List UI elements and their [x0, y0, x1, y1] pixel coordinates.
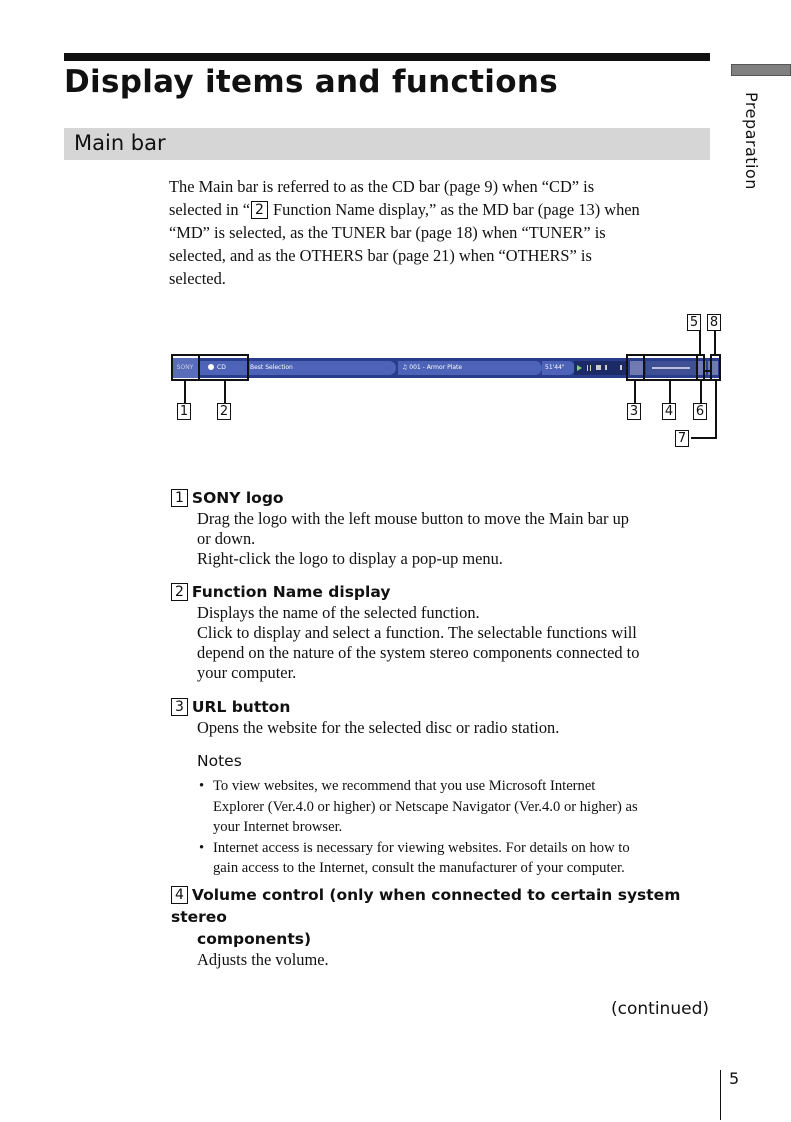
callout-number: 5	[687, 314, 701, 331]
transport-buttons	[574, 361, 626, 375]
item-volume-control	[171, 884, 716, 970]
number-box: 2	[251, 201, 268, 219]
sony-logo: SONY	[172, 358, 198, 378]
note-line: Explorer (Ver.4.0 or higher) or Netscape Navigator (Ver.4.0 or higher) as	[213, 798, 638, 815]
note-line: your Internet browser.	[213, 819, 343, 835]
play-icon	[577, 365, 582, 371]
item-line: Right-click the logo to display a pop-up menu.	[197, 549, 503, 568]
leader-line	[634, 381, 636, 403]
page-number-rule	[720, 1070, 721, 1120]
leader-line	[691, 437, 717, 439]
item-line: or down.	[197, 529, 256, 548]
number-box: 3	[171, 698, 188, 716]
intro-line: The Main bar is referred to as the CD bar (page 9) when “CD” is	[169, 177, 595, 196]
item-url-button	[171, 696, 716, 738]
note-item	[197, 776, 697, 838]
number-box: 4	[171, 886, 188, 904]
item-line: your computer.	[197, 663, 297, 682]
item-description	[197, 509, 716, 569]
note-line: Internet access is necessary for viewing websites. For details on how to	[213, 839, 630, 856]
callout-box-1	[171, 354, 200, 381]
callout-number: 8	[707, 314, 721, 331]
item-heading-continued: components)	[197, 930, 312, 948]
item-sony-logo	[171, 487, 716, 569]
number-box: 1	[171, 489, 188, 507]
item-line: Click to display and select a function. The selectable functions will	[197, 623, 637, 642]
callout-box-4	[643, 354, 698, 381]
function-name-text: CD	[217, 364, 226, 371]
prev-icon	[605, 365, 612, 370]
item-line: Adjusts the volume.	[197, 950, 329, 969]
side-section-label: Preparation	[742, 92, 761, 190]
item-description	[197, 603, 716, 683]
callout-box-8	[710, 354, 721, 381]
section-tab-marker	[731, 64, 791, 76]
leader-line	[715, 381, 717, 439]
note-line: gain access to the Internet, consult the manufacturer of your computer.	[213, 860, 625, 876]
intro-line: “MD” is selected, as the TUNER bar (page 18) when “TUNER” is	[169, 223, 606, 242]
notes-heading: Notes	[197, 752, 242, 770]
callout-number: 6	[693, 403, 707, 420]
continued-label: (continued)	[611, 999, 709, 1019]
bullet-icon: •	[199, 778, 205, 794]
item-function-name-display	[171, 581, 716, 683]
item-title: Function Name display	[191, 583, 391, 601]
leader-line	[224, 381, 226, 403]
item-title: URL button	[191, 698, 291, 716]
intro-text: selected in “	[169, 200, 251, 219]
intro-text: Function Name display,” as the MD bar (page 13) when	[268, 200, 640, 219]
intro-paragraph	[169, 175, 714, 290]
next-icon	[615, 365, 622, 370]
leader-line	[714, 331, 716, 354]
callout-number: 1	[177, 403, 191, 420]
stop-icon	[596, 365, 601, 370]
bullet-icon: •	[199, 839, 205, 856]
number-box: 2	[171, 583, 188, 601]
intro-line: selected.	[169, 269, 226, 288]
pause-icon	[587, 365, 591, 371]
disc-title-display: Best Selection	[246, 361, 396, 375]
item-heading	[171, 487, 716, 509]
item-line: Opens the website for the selected disc or radio station.	[197, 718, 560, 737]
callout-number: 7	[675, 430, 689, 447]
section-heading: Main bar	[74, 131, 166, 155]
section-heading-bar	[64, 128, 710, 160]
intro-line	[169, 198, 714, 221]
item-title: Volume control (only when connected to certain system stereo	[171, 886, 681, 926]
callout-number: 2	[217, 403, 231, 420]
item-line: Displays the name of the selected function.	[197, 603, 480, 622]
leader-line	[184, 381, 186, 403]
page-title: Display items and functions	[64, 64, 558, 100]
item-line: Drag the logo with the left mouse button to move the Main bar up	[197, 509, 629, 528]
leader-line	[700, 381, 702, 403]
item-description	[197, 718, 716, 738]
note-line: To view websites, we recommend that you use Microsoft Internet	[213, 778, 596, 794]
item-line: depend on the nature of the system stereo components connected to	[197, 643, 640, 662]
callout-box-2	[198, 354, 249, 381]
item-heading	[171, 696, 716, 718]
track-name-display: ♫ 001 - Armor Plate	[398, 361, 542, 375]
leader-line	[699, 331, 701, 354]
callout-number: 4	[662, 403, 676, 420]
time-display: 51'44"	[542, 361, 575, 375]
item-title: SONY logo	[191, 489, 284, 507]
intro-line: selected, and as the OTHERS bar (page 21) when “OTHERS” is	[169, 246, 592, 265]
item-heading	[171, 884, 716, 928]
page-number: 5	[729, 1069, 740, 1088]
item-heading	[171, 581, 716, 603]
top-rule	[64, 53, 710, 61]
callout-number: 3	[627, 403, 641, 420]
notes-list	[197, 776, 697, 879]
note-item	[197, 838, 697, 879]
leader-line	[669, 381, 671, 403]
item-description	[197, 950, 716, 970]
